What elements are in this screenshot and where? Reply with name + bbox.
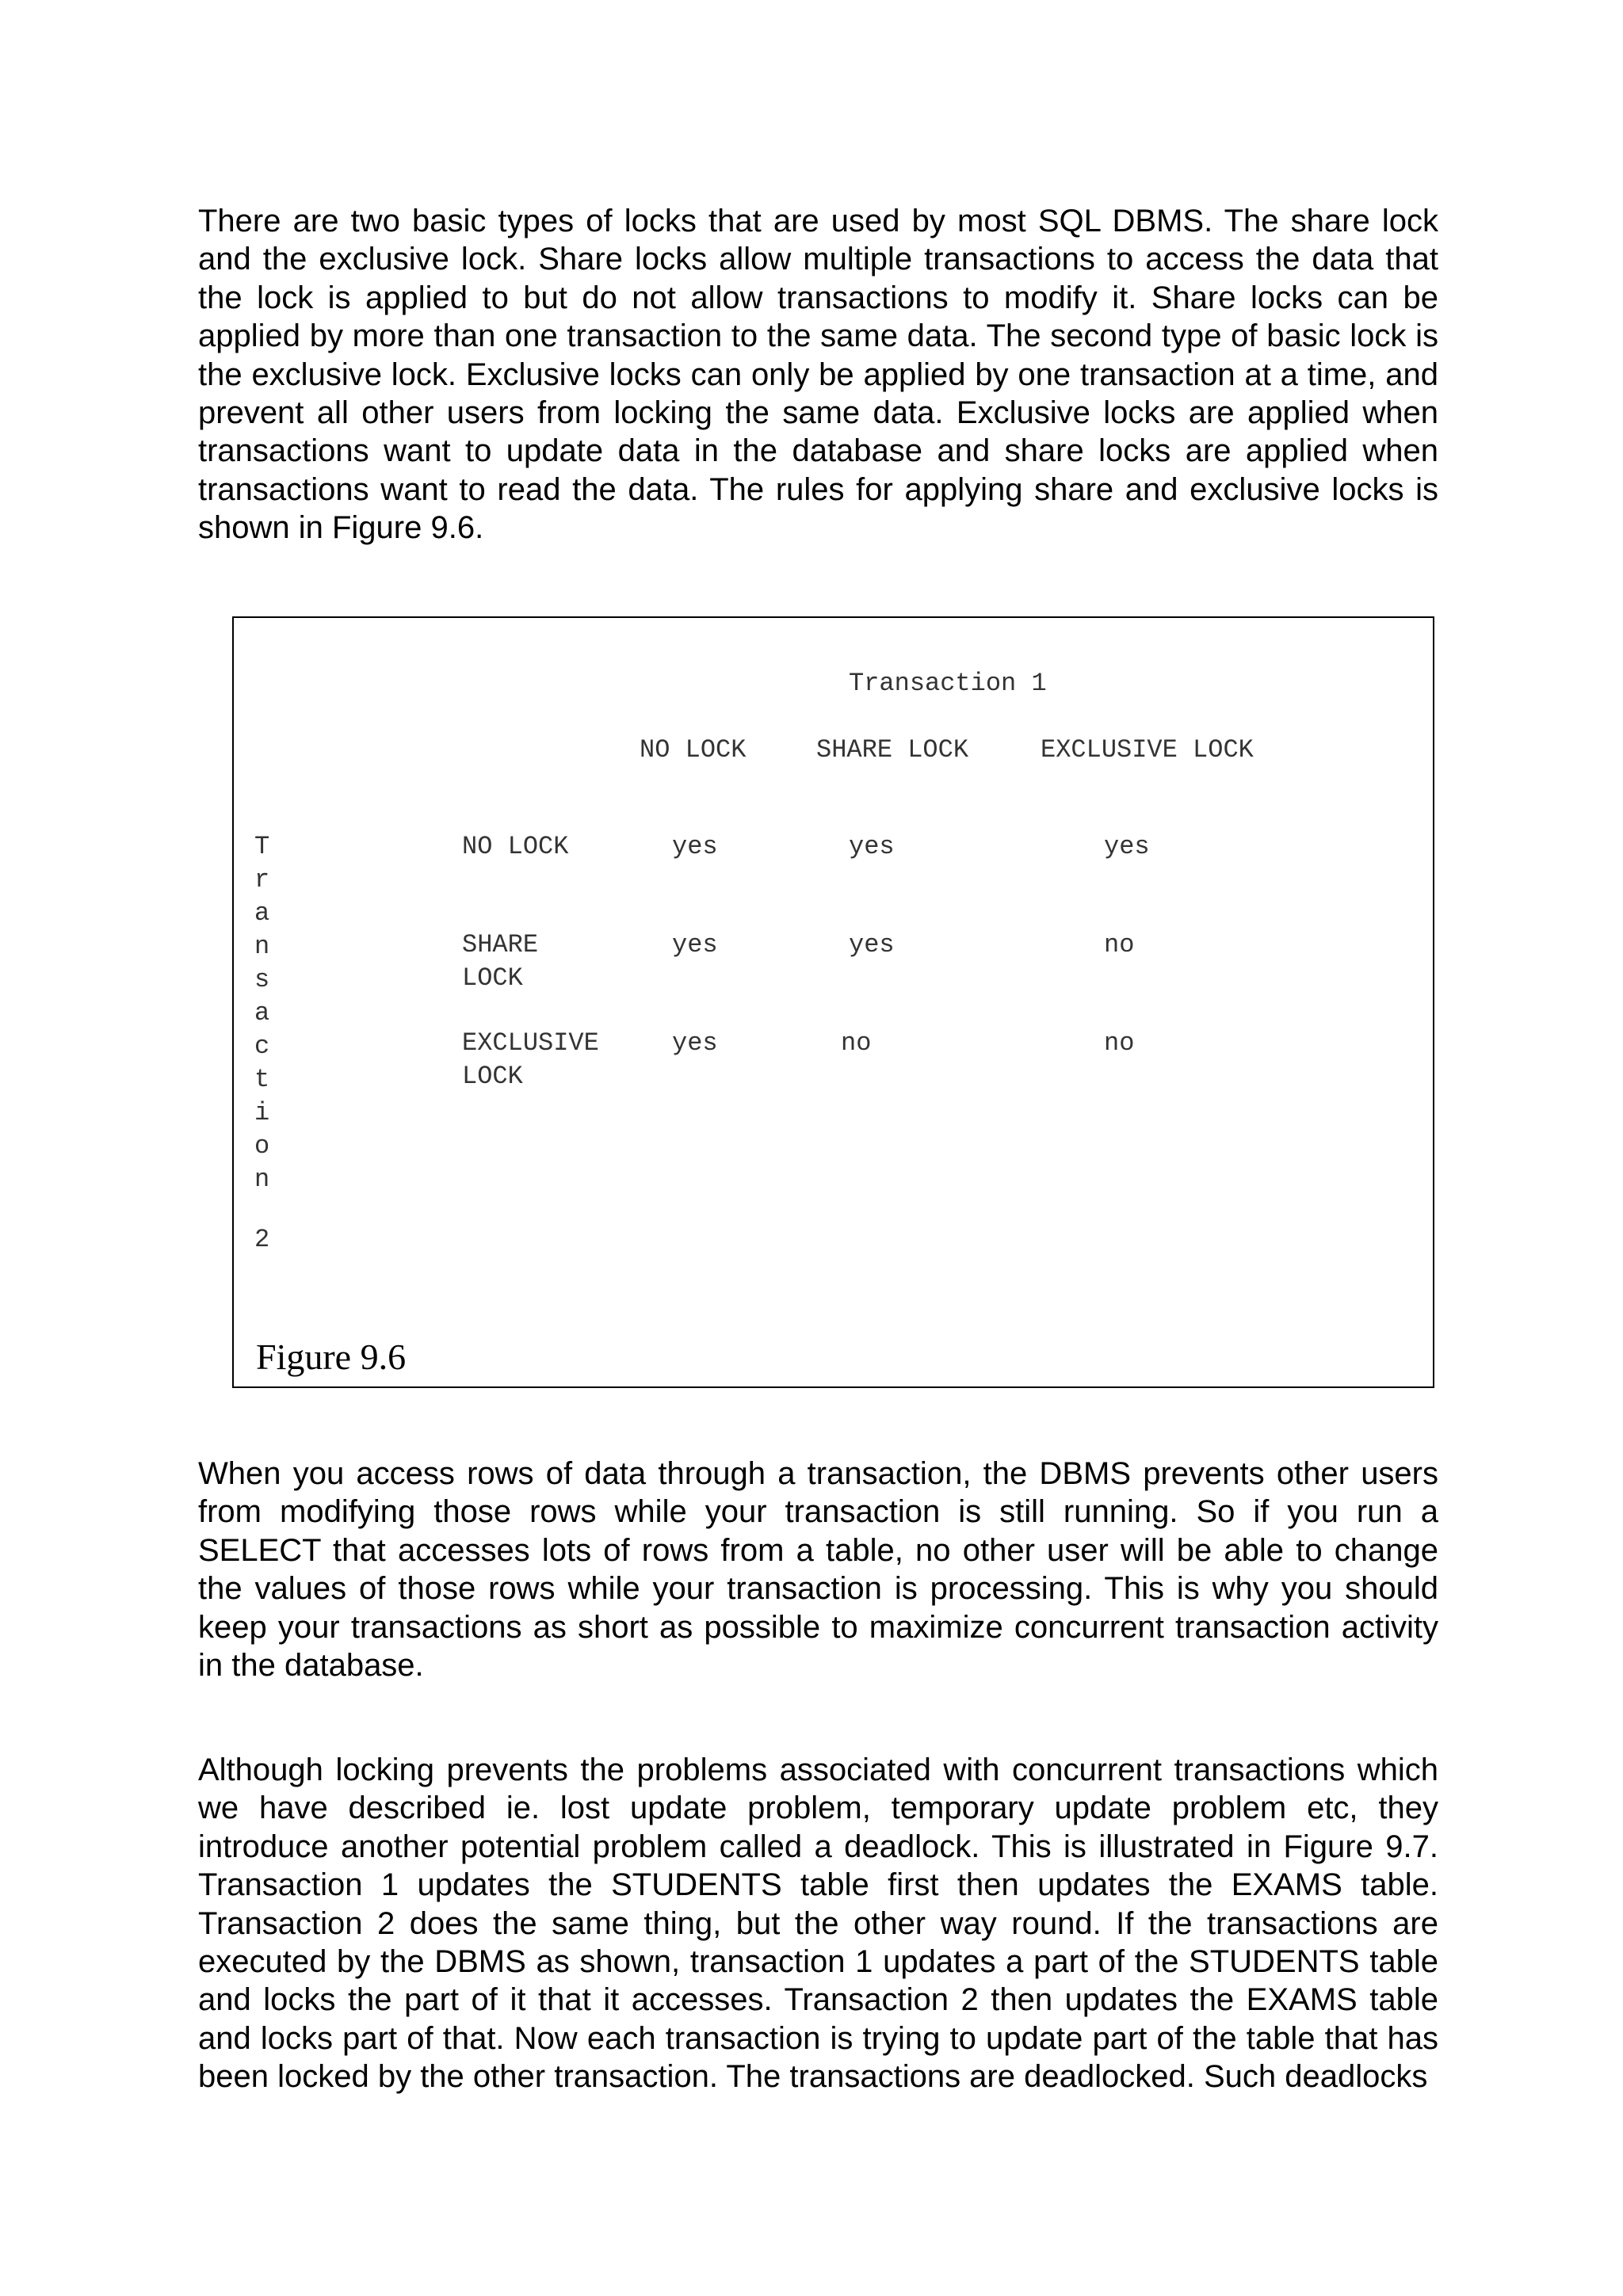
column-header-exclusive-lock: EXCLUSIVE LOCK — [1041, 735, 1254, 765]
column-header-share-lock: SHARE LOCK — [816, 735, 969, 765]
paragraph-lock-types: There are two basic types of locks that are used by most SQL DBMS. The share lock and the exclusive lock. Share locks allow multiple transactions to access the data that the lock is applied to but do not allow transactions to modify it. Share locks can be applied by more than one transaction to the same data. The second type of basic lock is the exclusive lock. Exclusive locks can only be applied by one transaction at a time, and prevent all other users from locking the same data. Exclusive locks are applied when transactions want to update data in the database and share locks are applied when transactions want to read the data. The rules for applying share and exclusive locks is shown in Figure 9.6. — [198, 204, 1438, 546]
row-label-exclusive-lock: EXCLUSIVE — [462, 1028, 599, 1058]
table-cell: no — [1104, 930, 1135, 959]
table-cell: yes — [849, 930, 895, 959]
row-label-share-lock-line2: LOCK — [462, 963, 523, 993]
table-cell: yes — [672, 1028, 718, 1058]
row-label-exclusive-lock-line2: LOCK — [462, 1062, 523, 1091]
table-cell: yes — [672, 832, 718, 861]
column-header-no-lock: NO LOCK — [640, 735, 747, 765]
table-cell: yes — [849, 832, 895, 861]
row-group-label-vertical: T r a n s a c t i o n 2 — [254, 832, 270, 1254]
table-cell: yes — [1104, 832, 1150, 861]
paragraph-deadlock: Although locking prevents the problems associated with concurrent transactions which we have described ie. lost update problem, temporary update problem etc, they introduce another potential problem called a deadlock. This is illustrated in Figure 9.7. Transaction 1 updates the STUDENTS table first then updates the EXAMS table. Transaction 2 does the same thing, but the other way round. If the transactions are executed by the DBMS as shown, transaction 1 updates a part of the STUDENTS table and locks the part of it that it accesses. Transaction 2 then updates the EXAMS table and locks part of that. Now each transaction is trying to update part of the table that has been locked by the other transaction. The transactions are deadlocked. Such deadlocks — [198, 1753, 1438, 2095]
table-cell: no — [1104, 1028, 1135, 1058]
table-cell: yes — [672, 930, 718, 959]
table-cell: no — [841, 1028, 872, 1058]
figure-caption: Figure 9.6 — [256, 1337, 407, 1377]
row-label-no-lock: NO LOCK — [462, 832, 569, 861]
column-group-label: Transaction 1 — [849, 669, 1047, 698]
paragraph-row-access: When you access rows of data through a transaction, the DBMS prevents other users from modifying those rows while your transaction is still running. So if you run a SELECT that accesses lots of rows from a table, no other user will be able to change the values of those rows while your transaction is processing. This is why you should keep your transactions as short as possible to maximize concurrent transaction activity in the database. — [198, 1456, 1438, 1684]
row-label-share-lock: SHARE — [462, 930, 539, 959]
figure-lock-compatibility — [232, 616, 1434, 1388]
